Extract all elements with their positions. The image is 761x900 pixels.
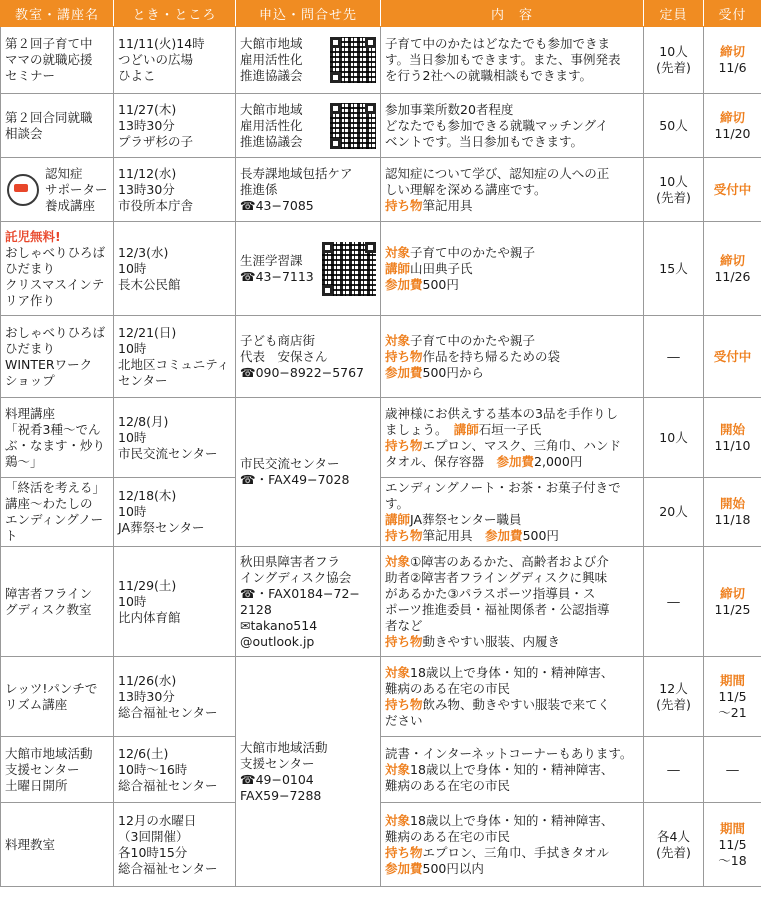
time-place-line: 10時 <box>118 340 147 356</box>
contact <box>236 316 381 398</box>
time-place <box>114 398 236 478</box>
content-label: 参加費 <box>485 528 523 543</box>
content-value: 18歳以上で身体・知的・精神障害、 <box>410 761 614 777</box>
reception-status: 受付中 <box>713 348 752 364</box>
content-line <box>385 333 639 349</box>
time-place-line: 10時 <box>118 429 147 445</box>
contact-line: 生涯学習課 <box>240 252 303 268</box>
content-label: 参加費 <box>496 453 535 469</box>
qr-code[interactable] <box>330 103 376 149</box>
content-value: 2,000円 <box>534 453 583 469</box>
course-name-line: 大館市地域活動 <box>5 745 93 761</box>
content-line <box>385 697 639 713</box>
reception-status: 期間 <box>719 820 745 836</box>
content-line <box>385 261 639 277</box>
content-value: 500円以内 <box>422 860 484 876</box>
content-line <box>385 277 639 293</box>
reception-status: 期間 <box>719 672 745 688</box>
contact-phone: ☎・FAX0184−72− <box>240 585 360 601</box>
content-label: 参加費 <box>385 276 423 292</box>
contact-phone: ☎43−7085 <box>240 197 314 213</box>
contact-email[interactable]: @outlook.jp <box>240 633 315 649</box>
capacity-line: 20人 <box>659 504 688 519</box>
course-name-line: 講座〜わたしの <box>5 496 93 511</box>
contact <box>236 657 381 887</box>
childcare-free-tag: 託児無料! <box>5 228 61 244</box>
header-content: 内 容 <box>381 1 644 27</box>
content-value: 500円から <box>422 364 484 380</box>
content-label: 持ち物 <box>385 633 423 649</box>
table-header-row <box>1 1 761 27</box>
content-line: を行う2社への就職相談もできます。 <box>385 68 592 83</box>
content-label: 持ち物 <box>385 197 423 213</box>
reception-date: 〜18 <box>718 852 747 868</box>
reception-date: 11/18 <box>714 512 751 527</box>
content-line <box>385 365 639 381</box>
contact-line: 大館市地域 <box>240 101 303 117</box>
course-name <box>1 398 114 478</box>
content-line <box>385 422 639 438</box>
content <box>381 27 644 94</box>
content-label: 持ち物 <box>385 437 423 453</box>
reception-date: 11/10 <box>714 437 751 453</box>
content-line <box>385 349 639 365</box>
header-time-place: とき・ところ <box>114 1 236 27</box>
reception-status: 締切 <box>719 585 745 601</box>
content-value: ①障害のあるかた、高齢者および介 <box>410 553 609 569</box>
course-name-line: リズム講座 <box>5 696 68 712</box>
content-line: エンディングノート・お茶・お菓子付きです。 <box>385 480 621 511</box>
time-place-line: 北地区コミュニティ <box>118 356 230 372</box>
capacity <box>644 398 704 478</box>
time-place-line: 総合福祉センター <box>118 777 218 793</box>
contact <box>236 547 381 657</box>
time-place <box>114 94 236 158</box>
content <box>381 316 644 398</box>
table-row <box>1 316 761 398</box>
capacity-line: 10人 <box>659 173 688 189</box>
content-value: 石垣一子氏 <box>478 421 542 437</box>
content-value: 子育て中のかたや親子 <box>410 332 536 348</box>
content-label: 対象 <box>385 553 411 569</box>
contact-line: 推進協議会 <box>240 68 303 83</box>
content-line: 難病のある在宅の市民 <box>385 777 511 793</box>
table-row <box>1 803 761 887</box>
content-line <box>385 198 639 214</box>
course-name-line: 鶏〜」 <box>5 453 43 469</box>
reception <box>704 657 761 737</box>
content-line <box>385 845 639 861</box>
contact-line: 推進係 <box>240 181 278 197</box>
header-capacity: 定員 <box>644 1 704 27</box>
capacity <box>644 547 704 657</box>
content <box>381 737 644 803</box>
capacity <box>644 657 704 737</box>
capacity-line: ― <box>667 348 680 364</box>
content-line: ベントです。当日参加もできます。 <box>385 133 584 149</box>
time-place-line: 12/21(日) <box>118 324 177 340</box>
time-place-line: 11/12(水) <box>118 165 177 181</box>
content-line <box>385 762 639 778</box>
table-row <box>1 547 761 657</box>
reception <box>704 316 761 398</box>
content-value: 筆記用具 <box>422 197 473 213</box>
content <box>381 657 644 737</box>
content-label: 参加費 <box>385 860 423 876</box>
reception <box>704 547 761 657</box>
content-value: エプロン、マスク、三角巾、ハンド <box>422 437 622 453</box>
contact-phone: ☎43−7113 <box>240 268 314 284</box>
contact-line: 長寿課地域包括ケア <box>240 165 353 181</box>
content-line <box>385 528 639 544</box>
content-label: 講師 <box>453 421 479 437</box>
qr-code[interactable] <box>330 37 376 83</box>
course-name-line: おしゃべりひろば <box>5 324 106 340</box>
content-line <box>385 512 639 528</box>
course-name-line: ショップ <box>5 372 55 388</box>
reception <box>704 737 761 803</box>
contact-phone: ☎・FAX49−7028 <box>240 472 350 487</box>
capacity <box>644 158 704 222</box>
reception-date: 11/20 <box>714 125 751 141</box>
reception <box>704 158 761 222</box>
course-name <box>1 94 114 158</box>
content-line: 子育て中のかたはどなたでも参加できま <box>385 36 611 51</box>
time-place <box>114 316 236 398</box>
capacity-line: 10人 <box>659 44 688 59</box>
content <box>381 94 644 158</box>
table-row <box>1 94 761 158</box>
time-place-line: ひよこ <box>118 68 156 83</box>
content-line: どなたでも参加できる就職マッチングイ <box>385 117 609 133</box>
capacity-line: (先着) <box>656 189 691 205</box>
table-row <box>1 158 761 222</box>
course-name-line: 料理講座 <box>5 405 56 421</box>
content <box>381 222 644 316</box>
table-row <box>1 478 761 547</box>
reception-date: 11/6 <box>718 60 747 75</box>
reception-date: 11/26 <box>714 268 751 284</box>
content-line <box>385 245 639 261</box>
time-place-line: 11/26(水) <box>118 672 177 688</box>
content-label: 持ち物 <box>385 844 423 860</box>
contact-line: 大館市地域活動 <box>240 739 328 755</box>
contact-line: イングディスク協会 <box>240 569 352 585</box>
course-name-line: ひだまり <box>5 340 56 356</box>
time-place <box>114 222 236 316</box>
course-name-line: 養成講座 <box>45 197 96 213</box>
reception-status: 締切 <box>719 252 745 268</box>
content-label: 対象 <box>385 332 411 348</box>
content-value: 動きやすい服装、内履き <box>422 633 561 649</box>
content-line: 歳神様にお供えする基本の3品を手作りし <box>385 405 618 421</box>
time-place-line: 総合福祉センター <box>118 704 218 720</box>
reception-status: 締切 <box>719 109 745 125</box>
time-place-line: 10時 <box>118 504 147 519</box>
course-name <box>1 316 114 398</box>
content-value: 500円 <box>422 276 459 292</box>
course-name-line: 相談会 <box>5 125 43 141</box>
course-name-line: セミナー <box>5 68 56 83</box>
content-value: 筆記用具 <box>422 528 473 543</box>
content-line: 難病のある在宅の市民 <box>385 680 511 696</box>
course-name <box>1 803 114 887</box>
course-name <box>1 222 114 316</box>
qr-code[interactable] <box>322 242 376 296</box>
table-row <box>1 222 761 316</box>
content-value: エプロン、三角巾、手拭きタオル <box>422 844 610 860</box>
time-place-line: 10時 <box>118 593 147 609</box>
time-place-line: 11/29(土) <box>118 577 177 593</box>
time-place <box>114 158 236 222</box>
reception-status: 締切 <box>719 44 745 59</box>
time-place-line: 12/18(木) <box>118 488 177 503</box>
course-name-line: 支援センター <box>5 761 80 777</box>
content-line <box>385 438 639 454</box>
time-place <box>114 737 236 803</box>
capacity-line: 各4人 <box>657 828 690 844</box>
table-row <box>1 657 761 737</box>
course-name <box>1 737 114 803</box>
course-name-line: グディスク教室 <box>5 601 92 617</box>
course-name <box>1 547 114 657</box>
course-name <box>1 657 114 737</box>
content-line: 読書・インターネットコーナーもあります。 <box>385 745 633 761</box>
capacity <box>644 27 704 94</box>
contact <box>236 398 381 547</box>
time-place-line: 12月の水曜日 <box>118 812 197 828</box>
time-place-line: 長木公民館 <box>118 276 181 292</box>
time-place <box>114 547 236 657</box>
content-value: 18歳以上で身体・知的・精神障害、 <box>410 812 614 828</box>
course-name-line: サポーター <box>45 181 108 197</box>
contact <box>236 94 381 158</box>
content-value: 作品を持ち帰るための袋 <box>422 348 561 364</box>
time-place-line: 11/27(木) <box>118 101 177 117</box>
reception-status: 開始 <box>719 496 745 511</box>
reception-date: 11/25 <box>714 601 751 617</box>
capacity-line: 15人 <box>659 260 688 276</box>
content-text: タオル、保存容器 <box>385 453 485 469</box>
content-line: 認知症について学び、認知症の人への正 <box>385 165 610 181</box>
time-place-line: 11/11(火)14時 <box>118 36 205 51</box>
header-contact: 申込・問合せ先 <box>236 1 381 27</box>
course-name-line: レッツ!パンチで <box>5 680 98 696</box>
header-course-name: 教室・講座名 <box>1 1 114 27</box>
course-name-line: おしゃべりひろば <box>5 244 106 260</box>
time-place-line: 13時30分 <box>118 688 175 704</box>
time-place-line: 10時 <box>118 260 147 276</box>
course-name-line: 「終活を考える」 <box>5 480 106 495</box>
content-value: 飲み物、動きやすい服装で来てく <box>422 696 611 712</box>
content-label: 対象 <box>385 244 411 260</box>
course-name-line: クリスマスインテ <box>5 276 105 292</box>
course-name-line: WINTERワーク <box>5 356 93 372</box>
table-row <box>1 27 761 94</box>
capacity <box>644 316 704 398</box>
time-place-line: 13時30分 <box>118 181 175 197</box>
reception-status: ― <box>726 761 739 777</box>
course-name <box>1 478 114 547</box>
capacity-line: ― <box>667 761 680 777</box>
course-name-line: 認知症 <box>45 165 83 181</box>
course-name-line: ぶ・なます・炒り <box>5 437 106 453</box>
capacity <box>644 222 704 316</box>
course-name-line: ママの就職応援 <box>5 52 93 67</box>
capacity-line: 12人 <box>659 680 688 696</box>
content-label: 持ち物 <box>385 348 423 364</box>
content-label: 講師 <box>385 512 411 527</box>
reception <box>704 478 761 547</box>
capacity-line: 10人 <box>659 429 688 445</box>
contact-line: 市民交流センター <box>240 456 340 471</box>
course-name-line: エンディングノート <box>5 512 104 543</box>
contact-line: 大館市地域 <box>240 36 303 51</box>
course-name-line: 「祝肴3種〜でん <box>5 421 101 437</box>
course-name-line: ひだまり <box>5 260 56 276</box>
table-row <box>1 398 761 478</box>
content-value: 500円 <box>522 528 559 543</box>
reception-status: 開始 <box>719 421 745 437</box>
capacity <box>644 94 704 158</box>
content-value: 子育て中のかたや親子 <box>410 244 536 260</box>
course-name <box>1 158 114 222</box>
capacity-line: ― <box>667 593 680 609</box>
content <box>381 547 644 657</box>
content-value: 18歳以上で身体・知的・精神障害、 <box>410 664 614 680</box>
time-place-line: （3回開催） <box>118 828 189 844</box>
content-value: JA葬祭センター職員 <box>410 512 522 527</box>
contact <box>236 222 381 316</box>
contact-line: 雇用活性化 <box>240 52 303 67</box>
content-line <box>385 634 639 650</box>
content-value: 山田典子氏 <box>410 260 473 276</box>
contact-line: 代表 安保さん <box>240 348 328 364</box>
time-place-line: 12/6(土) <box>118 745 169 761</box>
contact-email[interactable]: ✉takano514 <box>240 617 318 633</box>
course-name-line: 料理教室 <box>5 836 56 852</box>
capacity <box>644 737 704 803</box>
course-name-line: 障害者フライン <box>5 585 93 601</box>
time-place-line: 12/3(水) <box>118 244 169 260</box>
contact-line: 推進協議会 <box>240 133 303 149</box>
time-place-line: 13時30分 <box>118 117 175 133</box>
content-line: 者など <box>385 617 423 633</box>
time-place-line: 市役所本庁舎 <box>118 197 194 213</box>
content-line <box>385 813 639 829</box>
content-label: 対象 <box>385 664 411 680</box>
content-line: 助者②障害者フライングディスクに興味 <box>385 569 608 585</box>
capacity <box>644 478 704 547</box>
course-name-line: 第２回子育て中 <box>5 36 93 51</box>
contact-fax: FAX59−7288 <box>240 787 322 803</box>
time-place-line: 市民交流センター <box>118 445 218 461</box>
contact-phone: ☎090−8922−5767 <box>240 364 364 380</box>
time-place <box>114 657 236 737</box>
content <box>381 398 644 478</box>
reception-date: 〜21 <box>718 704 747 720</box>
contact-line: 子ども商店街 <box>240 332 316 348</box>
reception-status: 受付中 <box>713 181 752 197</box>
contact-line: 雇用活性化 <box>240 117 303 133</box>
content-line <box>385 454 639 470</box>
time-place-line: 各10時15分 <box>118 844 188 860</box>
content-line: ポーツ推進委員・福祉関係者・公認指導 <box>385 601 610 617</box>
time-place-line: プラザ杉の子 <box>118 133 194 149</box>
content-line: しい理解を深める講座です。 <box>385 181 547 197</box>
contact-line: 支援センター <box>240 755 315 771</box>
reception-date: 11/5 <box>718 688 747 704</box>
content-line <box>385 554 639 570</box>
time-place-line: 10時〜16時 <box>118 761 188 777</box>
content-label: 持ち物 <box>385 528 423 543</box>
contact <box>236 158 381 222</box>
content-line: 難病のある在宅の市民 <box>385 828 511 844</box>
content <box>381 803 644 887</box>
content-line <box>385 665 639 681</box>
reception <box>704 398 761 478</box>
reception-date: 11/5 <box>718 836 747 852</box>
capacity-line: (先着) <box>656 844 691 860</box>
content-line: があるかた③パラスポーツ指導員・ス <box>385 585 596 601</box>
time-place-line: 12/8(月) <box>118 413 169 429</box>
reception <box>704 803 761 887</box>
content-line: す。当日参加もできます。また、事例発表 <box>385 52 621 67</box>
course-name-line: 土曜日開所 <box>5 777 68 793</box>
content-label: 対象 <box>385 812 411 828</box>
reception <box>704 94 761 158</box>
time-place <box>114 478 236 547</box>
content-label: 講師 <box>385 260 411 276</box>
contact-phone: ☎49−0104 <box>240 771 314 787</box>
table-row <box>1 737 761 803</box>
content-label: 参加費 <box>385 364 423 380</box>
content-line: ださい <box>385 712 423 728</box>
capacity-line: (先着) <box>656 696 691 712</box>
content-line <box>385 861 639 877</box>
content-text: ましょう。 <box>385 421 442 437</box>
time-place <box>114 27 236 94</box>
time-place-line: つどいの広場 <box>118 52 194 67</box>
course-name-line: リア作り <box>5 292 56 308</box>
course-name-line: 第２回合同就職 <box>5 109 93 125</box>
contact-phone: 2128 <box>240 601 272 617</box>
course-name <box>1 27 114 94</box>
health-point-icon <box>7 174 39 206</box>
header-reception: 受付 <box>704 1 761 27</box>
time-place-line: センター <box>118 372 168 388</box>
capacity <box>644 803 704 887</box>
capacity-line: 50人 <box>659 117 688 133</box>
contact-line: 秋田県障害者フラ <box>240 553 341 569</box>
content <box>381 478 644 547</box>
capacity-line: (先着) <box>656 60 691 75</box>
time-place <box>114 803 236 887</box>
reception <box>704 27 761 94</box>
content-label: 対象 <box>385 761 411 777</box>
time-place-line: 比内体育館 <box>118 609 181 625</box>
content-line: 参加事業所数20者程度 <box>385 101 514 117</box>
reception <box>704 222 761 316</box>
time-place-line: JA葬祭センター <box>118 520 205 535</box>
contact <box>236 27 381 94</box>
content-label: 持ち物 <box>385 696 423 712</box>
content <box>381 158 644 222</box>
time-place-line: 総合福祉センター <box>118 860 218 876</box>
